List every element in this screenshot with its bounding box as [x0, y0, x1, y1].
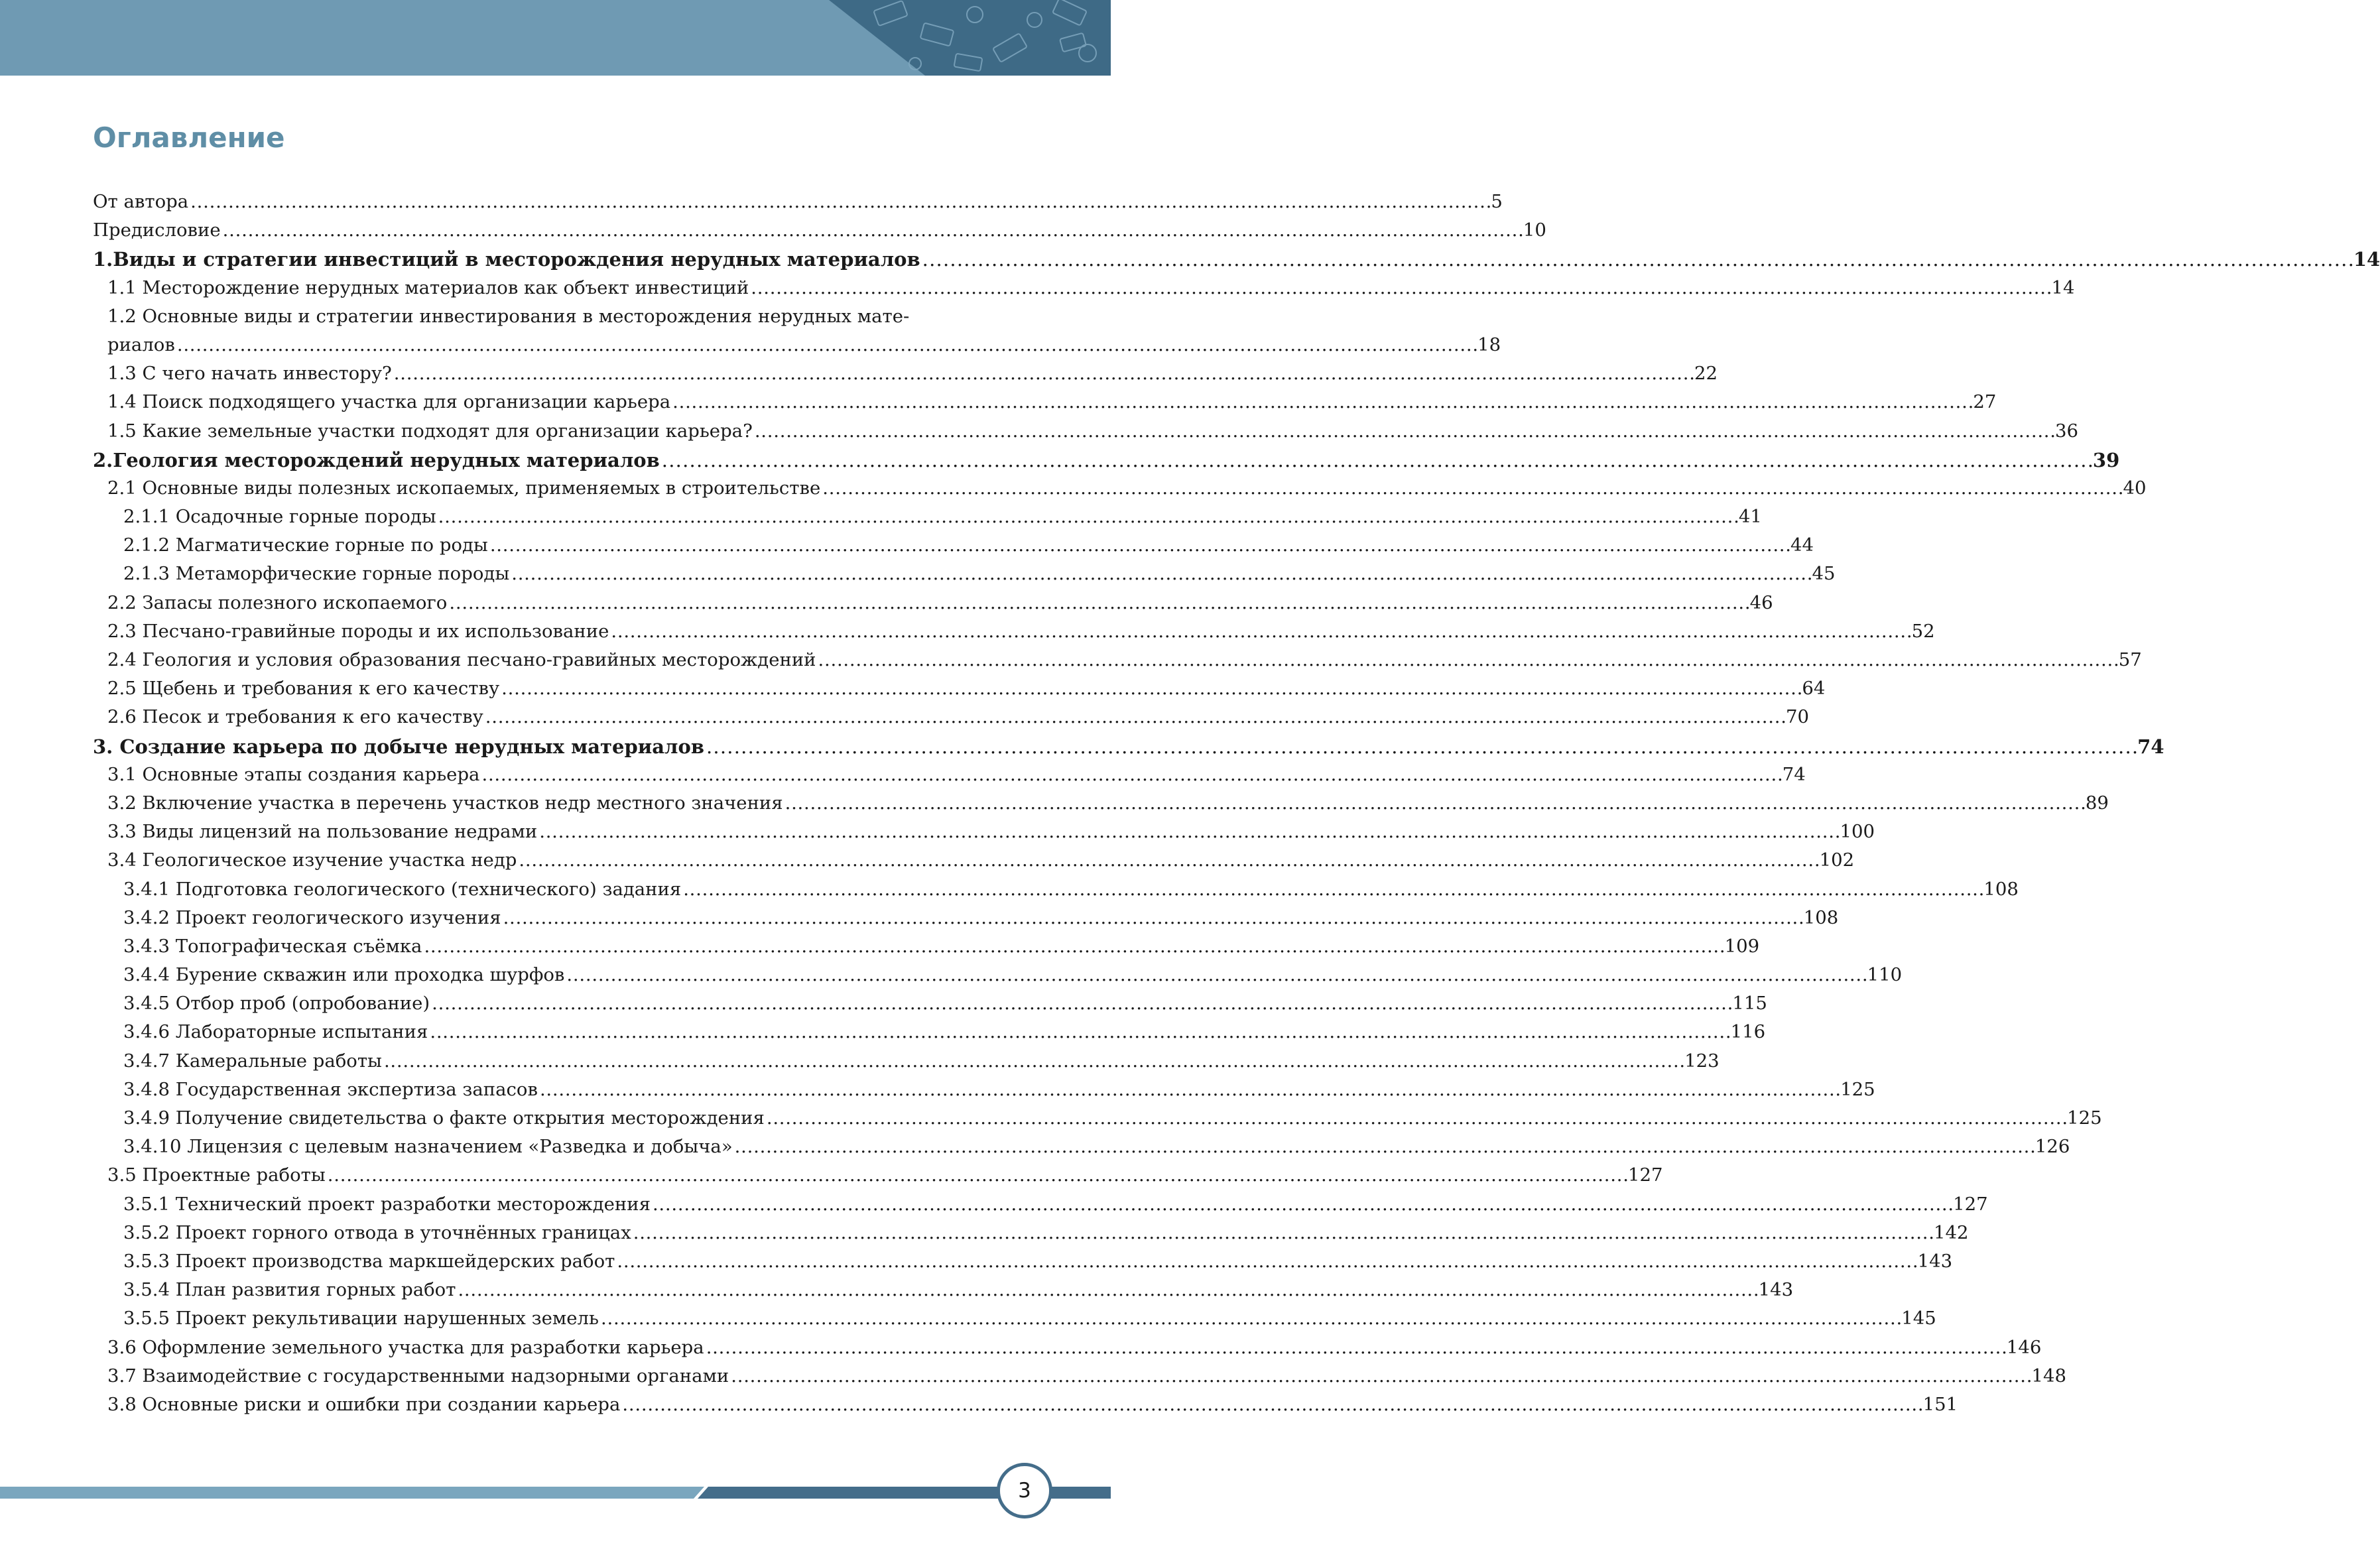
toc-dot-leader — [519, 849, 1817, 871]
page-number-circle — [997, 1463, 1052, 1519]
toc-entry-page: 125 — [1840, 1078, 1875, 1100]
toc-dot-leader — [223, 219, 1521, 241]
toc-entry-page: 108 — [1983, 878, 2019, 900]
toc-entry-page: 14 — [2353, 248, 2380, 271]
toc-entry-page: 44 — [1790, 534, 1814, 556]
toc-entry-title: 2.4 Геология и условия образования песчано-гравийных месторождений — [107, 649, 816, 670]
toc-entry — [93, 1193, 1988, 1222]
toc-entry-title: 3.4 Геологическое изучение участка недр — [107, 849, 517, 871]
toc-entry-page: 46 — [1749, 591, 1773, 613]
toc-entry — [93, 878, 2019, 907]
toc-entry — [93, 1365, 2066, 1394]
toc-entry-title: 1.4 Поиск подходящего участка для организации карьера — [107, 391, 671, 413]
toc-dot-leader — [611, 621, 1909, 642]
toc-dot-leader — [384, 1050, 1682, 1072]
toc-entry — [93, 849, 1855, 878]
toc-entry-page: 116 — [1730, 1021, 1766, 1043]
header-band — [0, 0, 1111, 76]
toc-entry-title: 3.6 Оформление земельного участка для разработки карьера — [107, 1336, 704, 1358]
toc-dot-leader — [755, 420, 2053, 442]
toc-entry-page: 52 — [1911, 620, 1935, 642]
toc-entry-page: 57 — [2118, 649, 2142, 670]
toc-entry — [93, 906, 1839, 936]
toc-dot-leader — [566, 964, 1865, 985]
toc-dot-leader — [490, 534, 1788, 556]
toc-entry-title: 1.5 Какие земельные участки подходят для организации карьера? — [107, 420, 753, 442]
toc-entry — [93, 534, 1814, 563]
toc-entry-page: 143 — [1917, 1250, 1953, 1272]
toc-entry — [93, 1308, 1936, 1336]
toc-entry-page: 127 — [1953, 1193, 1988, 1215]
toc-entry-page: 126 — [2035, 1136, 2070, 1158]
toc-dot-leader — [622, 1394, 1920, 1415]
toc-title: Оглавление — [93, 121, 285, 154]
toc-entry-title: 2.1 Основные виды полезных ископаемых, применяемых в строительстве — [107, 477, 821, 499]
toc-entry-page: 70 — [1785, 706, 1809, 728]
toc-entry-title: 3. Создание карьера по добыче нерудных материалов — [93, 735, 704, 758]
toc-entry — [93, 1279, 1794, 1308]
toc-entry-page: 5 — [1491, 191, 1503, 212]
footer-band-light — [0, 1487, 704, 1499]
toc-entry — [93, 1221, 1969, 1251]
toc-dot-leader — [539, 821, 1838, 842]
toc-dot-leader — [430, 1021, 1728, 1042]
toc-entry-page: 74 — [2137, 735, 2164, 758]
toc-dot-leader — [653, 1194, 1951, 1215]
toc-entry-title: 3.5.1 Технический проект разработки месторождения — [123, 1193, 651, 1215]
toc-entry-page: 100 — [1840, 821, 1875, 843]
toc-entry-title: 2.6 Песок и требования к его качеству — [107, 706, 483, 728]
toc-entry — [93, 1250, 1953, 1279]
toc-dot-leader — [706, 735, 2135, 758]
toc-dot-leader — [767, 1107, 2065, 1129]
toc-entry-title: Предисловие — [93, 219, 221, 241]
toc-entry-line — [93, 334, 1501, 363]
toc-entry-title: 3.8 Основные риски и ошибки при создании карьера — [107, 1393, 621, 1415]
toc-entry — [93, 935, 1760, 964]
toc-entry-title: 2.1.1 Осадочные горные породы — [123, 506, 436, 528]
toc-entry-page: 102 — [1819, 849, 1855, 871]
toc-dot-leader — [922, 248, 2351, 271]
toc-entry-title: 3.4.4 Бурение скважин или проходка шурфов — [123, 964, 565, 986]
toc-dot-leader — [822, 477, 2121, 499]
toc-dot-leader — [617, 1251, 1915, 1272]
toc-entry-page: 145 — [1901, 1308, 1936, 1330]
toc-list — [93, 191, 2380, 1422]
toc-dot-leader — [540, 1079, 1838, 1100]
toc-entry-page: 74 — [1782, 763, 1806, 785]
toc-entry — [93, 649, 2142, 678]
toc-entry — [93, 1136, 2070, 1164]
toc-dot-leader — [328, 1164, 1626, 1186]
toc-entry — [93, 1050, 1720, 1079]
toc-dot-leader — [481, 764, 1780, 785]
toc-dot-leader — [731, 1365, 2029, 1387]
toc-entry — [93, 678, 1826, 706]
toc-entry-page: 89 — [2085, 792, 2109, 814]
toc-entry — [93, 248, 2380, 277]
toc-entry-page: 39 — [2092, 448, 2120, 471]
toc-entry-title: 3.1 Основные этапы создания карьера — [107, 763, 480, 785]
toc-dot-leader — [672, 391, 1971, 412]
toc-entry-page: 143 — [1758, 1279, 1794, 1301]
toc-entry-line — [93, 306, 1003, 334]
toc-entry — [93, 1078, 1875, 1107]
toc-entry-title: 3.4.7 Камеральные работы — [123, 1050, 382, 1072]
toc-entry — [93, 620, 1935, 649]
toc-dot-leader — [424, 936, 1722, 957]
toc-entry — [93, 191, 1503, 219]
toc-entry-page: 45 — [1812, 563, 1836, 585]
toc-entry-title: 3.4.2 Проект геологического изучения — [123, 906, 501, 928]
toc-entry-page: 109 — [1724, 935, 1760, 957]
toc-entry-page: 10 — [1523, 219, 1546, 241]
toc-entry-title: 1.Виды и стратегии инвестиций в месторождения нерудных материалов — [93, 248, 920, 271]
toc-entry-title: 2.1.2 Магматические горные по роды — [123, 534, 488, 556]
toc-entry-page: 36 — [2055, 420, 2079, 442]
toc-entry-title-continued: риалов — [107, 334, 175, 355]
toc-entry — [93, 821, 1875, 849]
toc-dot-leader — [785, 792, 2084, 814]
toc-dot-leader — [177, 334, 1475, 355]
toc-entry-page: 146 — [2006, 1336, 2042, 1358]
toc-entry-title: 1.3 С чего начать инвестору? — [107, 363, 392, 385]
toc-entry-page: 125 — [2067, 1107, 2102, 1129]
toc-entry-page: 41 — [1738, 506, 1762, 528]
toc-dot-leader — [601, 1308, 1899, 1329]
toc-entry-page: 22 — [1694, 363, 1718, 385]
toc-entry — [93, 219, 1546, 248]
toc-entry-title: 3.5.2 Проект горного отвода в уточнённых границах — [123, 1221, 631, 1243]
toc-entry-title: 1.2 Основные виды и стратегии инвестирования в месторождения нерудных мате- — [107, 305, 910, 327]
toc-entry-title: От автора — [93, 191, 189, 212]
toc-entry-page: 64 — [1802, 678, 1826, 700]
toc-entry-title: 2.3 Песчано-гравийные породы и их использование — [107, 620, 609, 642]
toc-entry — [93, 993, 1767, 1021]
toc-entry — [93, 1021, 1766, 1050]
toc-entry-title: 2.2 Запасы полезного ископаемого — [107, 591, 448, 613]
toc-entry-page: 148 — [2031, 1365, 2066, 1387]
toc-dot-leader — [394, 363, 1692, 384]
toc-entry-title: 3.4.8 Государственная экспертиза запасов — [123, 1078, 538, 1100]
toc-dot-leader — [511, 563, 1810, 584]
toc-entry-page: 18 — [1477, 334, 1501, 355]
page-number: 3 — [1018, 1479, 1031, 1503]
toc-entry — [93, 363, 1718, 391]
toc-entry-title: 3.4.10 Лицензия с целевым назначением «Разведка и добыча» — [123, 1136, 733, 1158]
toc-entry — [93, 706, 1809, 735]
toc-dot-leader — [751, 277, 2049, 298]
toc-entry-page: 108 — [1803, 906, 1839, 928]
toc-dot-leader — [438, 506, 1737, 527]
header-band-graphic — [0, 0, 1111, 76]
toc-dot-leader — [735, 1136, 2033, 1157]
toc-entry-page: 14 — [2051, 277, 2075, 298]
toc-entry-title: 3.5.4 План развития горных работ — [123, 1279, 456, 1301]
toc-dot-leader — [818, 649, 2117, 670]
toc-entry-title: 2.Геология месторождений нерудных материалов — [93, 448, 660, 471]
toc-dot-leader — [458, 1279, 1756, 1300]
toc-entry-title: 3.7 Взаимодействие с государственными надзорными органами — [107, 1365, 729, 1387]
toc-entry-title: 3.5.5 Проект рекультивации нарушенных земель — [123, 1308, 599, 1330]
toc-dot-leader — [485, 706, 1784, 727]
toc-entry-title: 3.4.6 Лабораторные испытания — [123, 1021, 428, 1043]
toc-entry-title: 3.4.3 Топографическая съёмка — [123, 935, 422, 957]
toc-entry-title: 3.3 Виды лицензий на пользование недрами — [107, 821, 538, 843]
toc-dot-leader — [683, 879, 1981, 900]
toc-entry — [93, 1164, 1663, 1193]
toc-entry-title: 3.2 Включение участка в перечень участков недр местного значения — [107, 792, 783, 814]
toc-dot-leader — [432, 993, 1730, 1014]
toc-entry — [93, 591, 1773, 621]
toc-entry — [93, 792, 2109, 821]
toc-entry-title: 2.5 Щебень и требования к его качеству — [107, 678, 500, 700]
toc-entry — [93, 735, 2164, 764]
toc-entry-title: 1.1 Месторождение нерудных материалов как объект инвестиций — [107, 277, 749, 298]
toc-entry-title: 3.5.3 Проект производства маркшейдерских работ — [123, 1250, 615, 1272]
toc-dot-leader — [190, 191, 1489, 212]
toc-entry-page: 127 — [1627, 1164, 1663, 1186]
toc-entry — [93, 1336, 2042, 1365]
toc-entry — [93, 563, 1836, 591]
toc-entry-page: 123 — [1684, 1050, 1720, 1072]
toc-entry-page: 151 — [1922, 1393, 1958, 1415]
toc-entry-page: 142 — [1933, 1221, 1969, 1243]
toc-entry — [93, 277, 2075, 306]
toc-entry — [93, 1107, 2102, 1136]
toc-entry — [93, 391, 1997, 420]
toc-entry — [93, 448, 2120, 477]
footer-band-graphic — [0, 1483, 1111, 1503]
toc-dot-leader — [662, 449, 2091, 471]
toc-entry-title: 3.4.5 Отбор проб (опробование) — [123, 993, 430, 1015]
toc-entry-page: 40 — [2123, 477, 2147, 499]
toc-entry — [93, 506, 1762, 534]
toc-entry-page: 115 — [1732, 993, 1767, 1015]
toc-entry-title: 3.5 Проектные работы — [107, 1164, 326, 1186]
toc-entry-page: 27 — [1973, 391, 1997, 413]
toc-dot-leader — [706, 1337, 2005, 1358]
footer-band — [0, 1483, 1111, 1503]
toc-dot-leader — [501, 678, 1800, 699]
toc-entry-page: 110 — [1867, 964, 1903, 986]
toc-entry — [93, 763, 1806, 792]
toc-dot-leader — [449, 592, 1747, 613]
toc-dot-leader — [633, 1222, 1932, 1243]
toc-entry-title: 3.4.9 Получение свидетельства о факте открытия месторождения — [123, 1107, 765, 1129]
toc-entry — [93, 420, 2079, 449]
toc-entry — [93, 477, 2147, 506]
toc-entry-title: 2.1.3 Метаморфические горные породы — [123, 563, 510, 585]
toc-entry — [93, 964, 1903, 993]
toc-dot-leader — [503, 907, 1802, 928]
toc-entry — [93, 1393, 1958, 1422]
toc-entry-title: 3.4.1 Подготовка геологического (технического) задания — [123, 878, 682, 900]
